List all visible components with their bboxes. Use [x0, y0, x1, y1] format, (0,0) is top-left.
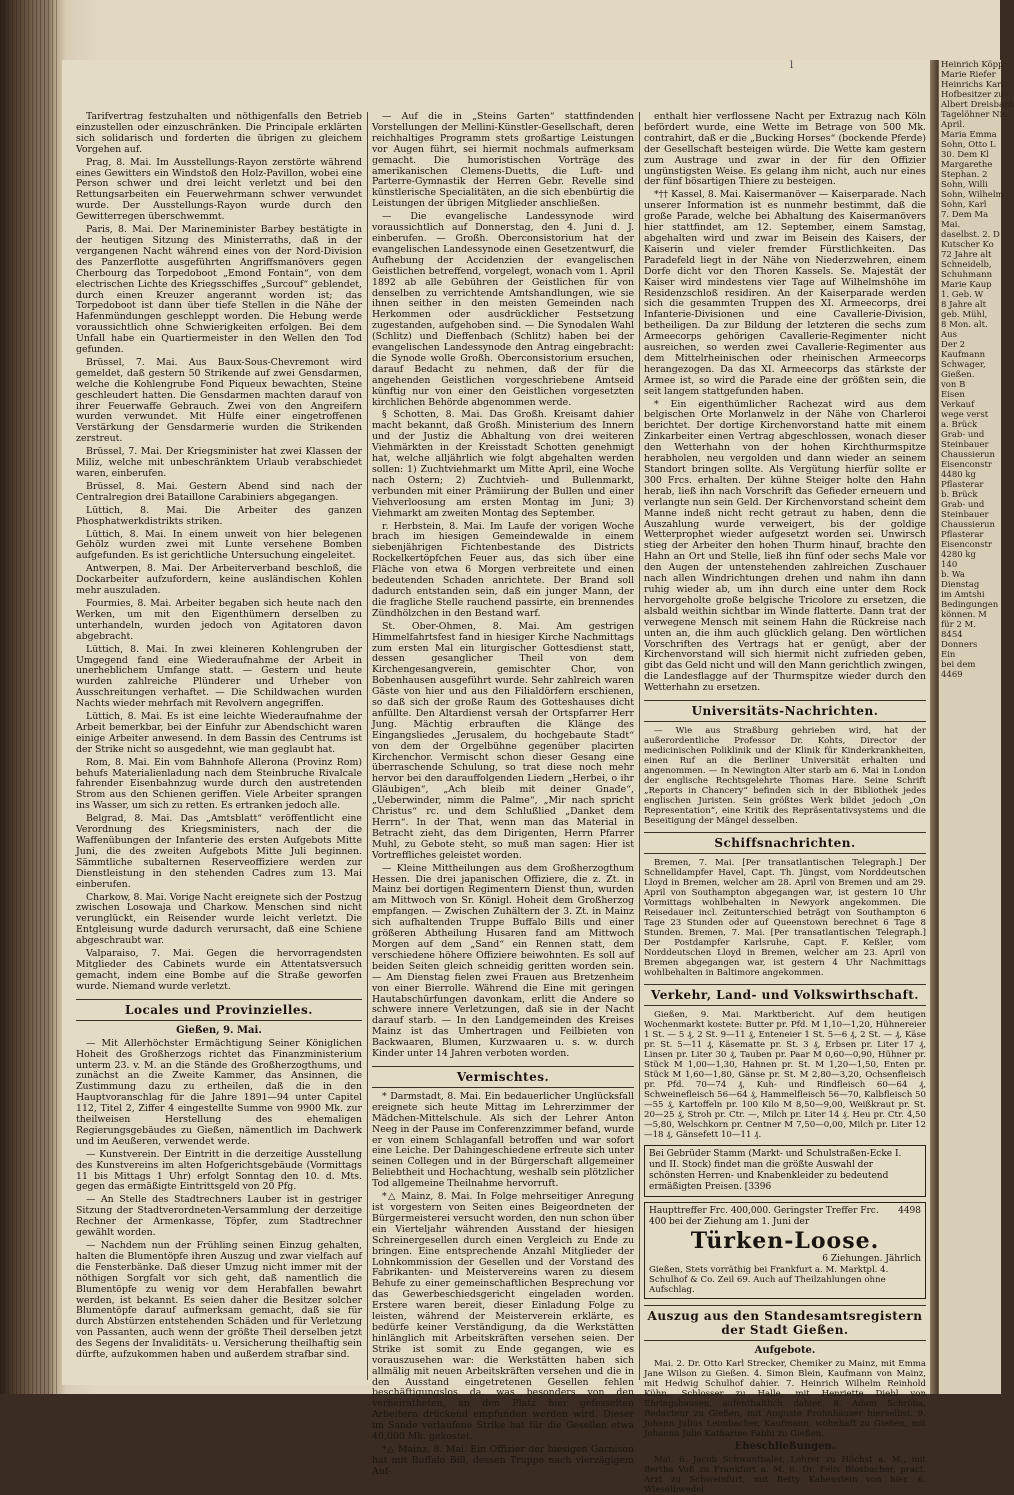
facing-page-line: Pflasterar — [941, 480, 984, 490]
facing-page-line: Heinrichs Karl — [941, 80, 1004, 90]
facing-page-line: 8 Mon. alt. — [941, 320, 988, 330]
facing-page-line: Aus — [941, 330, 957, 340]
news-item: Lüttich, 8. Mai. In zwei kleineren Kohlengruben der Umgegend fand eine Wiederaufnahme der Arbeit in unerheblichem Umfange statt. — Gestern und heute wurden zahlreiche Plünderer und Urheber von Ausschreitungen verhaftet. — Die Schildwachen wurden Nachts wieder mehrfach mit Revolvern angegriffen. — [76, 643, 362, 710]
section-title-standesamt: Auszug aus den Standesamtsregistern der Stadt Gießen. — [644, 1305, 926, 1341]
facing-page-line: Marie Riefer — [941, 70, 996, 80]
facing-page-line: a. Brück — [941, 420, 978, 430]
column-2 — [372, 111, 634, 1477]
misc-news-list — [372, 1092, 634, 1478]
facing-page-line: von B — [941, 380, 966, 390]
section-title-universitaet: Universitäts-Nachrichten. — [644, 700, 926, 722]
news-item: Fourmies, 8. Mai. Arbeiter begaben sich heute nach den Werken, um mit den Eigenthümern derselben zu unterhandeln, wurden jedoch von Agitatoren davon abgebracht. — [76, 597, 362, 642]
news-item: Prag, 8. Mai. Im Ausstellungs-Rayon zerstörte während eines Gewitters ein Windstoß den Holz-Pavillon, wobei eine Person schwer und drei leicht verletzt und bei den Rettungsarbeiten ein Feuerwehrmann schwer verwundet wurde. Der Ausstellungs-Rayon wurde durch den Gewitterregen überschwemmt. — [76, 156, 362, 223]
facing-page-line: Bedingungen — [941, 600, 999, 610]
facing-page-line: Der 2 — [941, 340, 966, 350]
news-item: enthalt hier verflossene Nacht per Extrazug nach Köln befördert wurde, eine Wette im Betrage von 500 Mk. contrahirt, daß er die „Bucking Horses“ (bockende Pferde) der Gesellschaft besteigen würde. Die Wette kam gestern zum Austrage und zwar in der für den Offizier ungünstigsten Weise. Es gelang ihm nicht, auch nur eines der fünf bösartigen Thiere zu besteigen. — [644, 111, 926, 188]
facing-page-line: 7. Dem Ma — [941, 210, 989, 220]
news-item: r. Herbstein, 8. Mai. Im Laufe der vorigen Woche brach im hiesigen Gemeindewalde in einem siebenjährigen Fichtenbestande des Districts Rockelkertöpfchen Feuer aus, das sich über eine Fläche von etwa 6 Morgen verbreitete und einen bedeutenden Schaden anrichtete. Der Brand soll dadurch entstanden sein, daß ein junger Mann, der die fragliche Stelle rauchend passirte, ein brennendes Zündhölzchen in den Bestand warf. — [372, 520, 634, 619]
facing-page-line: Heinrich Köpp — [941, 60, 1004, 70]
news-item: *†† Kassel, 8. Mai. Kaisermanöver — Kaiserparade. Nach unserer Information ist es nunmehr bestimmt, daß die große Parade, welche bei Abhaltung des Kaisermanövers hier stattfindet, am 12. September, einem Samstag, abgehalten wird und zwar im Beisein des Kaisers, der Kaiserin und vieler fremder Fürstlichkeiten. Das Paradefeld liegt in der Nähe von Niederzwehren, einem Dorfe dicht vor den Thoren Kassels. Se. Majestät der Kaiser wird mindestens vier Tage auf Wilhelmshöhe im Residenzschloß residiren. An der Kaiserparade werden sich die gesammten Truppen des XI. Armeecorps, drei Infanterie-Divisionen und eine Cavallerie-Division, betheiligen. Da zur Bildung der letzteren die sechs zum Armeecorps gehörigen Cavallerie-Regimenter nicht ausreichen, so werden zwei Cavallerie-Regimenter aus dem Mittelrheinischen oder rheinischen Armeecorps herangezogen. Da das XI. Armeecorps das stärkste der Armee ist, so wird die Parade eine der größten sein, die seit langem stattgefunden haben. — [644, 189, 926, 397]
section-title-markt: Verkehr, Land- und Volkswirthschaft. — [644, 984, 926, 1006]
facing-page-line: 72 Jahre alt — [941, 250, 992, 260]
local-news-item: — An Stelle des Stadtrechners Lauber ist in gestriger Sitzung der Stadtverordneten-Versammlung der derzeitige Rechner der Armenkasse, Töpfer, zum Stadtrechner gewählt worden. — [76, 1194, 362, 1239]
facing-page-line: Verkauf — [941, 400, 975, 410]
advertisement-tuerken-loose — [644, 1202, 926, 1299]
facing-page-line: Margarethe — [941, 160, 993, 170]
facing-page-line: Hofbesitzer zu — [941, 90, 1004, 100]
news-item: Charkow, 8. Mai. Vorige Nacht ereignete sich der Postzug zwischen Losowaja und Charkow. Menschen sind nicht verunglückt, ein Reisender wurde leicht verletzt. Die Entgleisung wurde dadurch verursacht, daß eine Schiene abgeschraubt war. — [76, 891, 362, 947]
facing-page-line: Grab- und — [941, 500, 985, 510]
page-mark: l — [790, 60, 794, 71]
news-item: § Schotten, 8. Mai. Das Großh. Kreisamt dahier macht bekannt, daß Großh. Ministerium des Innern und der Justiz die Abhaltung von drei weiteren Viehmärkten in der Kreisstadt Schotten genehmigt hat, welche alljährlich wie folgt abgehalten werden sollen: 1) Zuchtviehmarkt um Mitte April, eine Woche nach Ostern; 2) Zuchtvieh- und Bullenmarkt, verbunden mit einer Prämiirung der Bullen und einer Viehverloosung am ersten Montag im Juni; 3) Viehmarkt am zweiten Montag des September. — [372, 409, 634, 519]
ad-lottery-top: Haupttreffer Frc. 400,000. Geringster Treffer Frc. 400 bei der Ziehung am 1. Juni der — [649, 1206, 879, 1228]
news-item: St. Ober-Ohmen, 8. Mai. Am gestrigen Himmelfahrtsfest fand in hiesiger Kirche Nachmittags zum ersten Mal ein liturgischer Gottesdienst statt, dessen gesanglicher Theil von dem Kirchengesangverein, gemischter Chor, von Bobenhausen ausgeführt wurde. Sehr zahlreich waren Gäste von hier und aus den Filialdörfern erschienen, so daß sich der große Raum des Gotteshauses dicht anfüllte. Den Altardienst versah der Ortspfarrer Herr Jung. Mächtig erbrauften die Klänge des Eingangsliedes „Jerusalem, du hochgebaute Stadt“ von dem der Orgelbühne gegenüber placirten Kirchenchor. Vermischt schon dieser Gesang eine überraschende Schulung, so trat diese noch mehr hervor bei den darauffolgenden Liedern „Herbei, o ihr Gläubigen“, „Ach bleib mit deiner Gnade“, „Ueberwinder, nimm die Palme“, „Mir nach spricht Christus“ rc. und dem Schlußlied „Danket dem Herrn“. In der That, wenn man das Material in Betracht zieht, das dem Dirigenten, Herrn Pfarrer Muhl, zu Gebote steht, so muß man sagen: Hier ist Vortreffliches geleistet worden. — [372, 620, 634, 861]
news-item: Brüssel, 7. Mai. Der Kriegsminister hat zwei Klassen der Miliz, welche mit unbeschränktem Urlaub verabschiedet waren, einberufen. — [76, 446, 362, 479]
facing-page-line: Kaufmann — [941, 350, 986, 360]
news-item: — Kleine Mittheilungen aus dem Großherzogthum Hessen. Die drei japanischen Offiziere, die z. Zt. in Mainz bei dortigen Regimentern Dienst thun, wurden am Mittwoch von Sr. Königl. Hoheit dem Großherzog empfangen. — Zwischen Zuhältern der 3. Zt. in Mainz sich aufhaltenden Truppe Buffalo Bills und einer größeren Abtheilung Husaren fand am Mittwoch Morgen auf dem „Sand“ ein Rennen statt, dem verschiedene höhere Offiziere beiwohnten. Es soll auf beiden Seiten gleich schneidig geritten worden sein. — Am Dienstag fielen zwei Frauen aus Bretzenheim von einer Bierrolle. Während die Eine mit geringen Hautabschürfungen davonkam, erlitt die Andere so schwere innere Verletzungen, daß sie in der Nacht darauf starb. — In den Landgemeinden des Kreises Mainz ist das Umhertragen und Feilbieten von Backwaaren, Blumen, Kurzwaaren u. s. w. durch Kinder unter 14 Jahren verboten worden. — [372, 862, 634, 1060]
facing-page-line: Sohn, Wilhelm — [941, 190, 1004, 200]
section-title-schiffe: Schiffsnachrichten. — [644, 832, 926, 854]
facing-page-line: Ein — [941, 650, 956, 660]
facing-page-line: Maria Emma — [941, 130, 997, 140]
facing-page-line: April. — [941, 120, 965, 130]
facing-page-line: 8454 — [941, 630, 963, 640]
news-item: Rom, 8. Mai. Ein vom Bahnhofe Allerona (Provinz Rom) behufs Materialienladung nach dem Steinbruche Rivalcale fahrender Eisenbahnzug wurde durch den austretenden Strom aus den Schienen geriffen. Viele Arbeiter sprangen ins Wasser, um sich zu retten. Es ertranken jedoch alle. — [76, 756, 362, 812]
ad-stamm-text: Bei Gebrüder Stamm (Markt- und Schulstraßen-Ecke I. und II. Stock) findet man die größte Auswahl der schönsten Herren- und Knabenkleider zu bedeutend ermäßigten Preisen. [3396 — [649, 1149, 902, 1193]
news-list-col1 — [76, 112, 362, 993]
facing-page-line: Sohn, Willi — [941, 180, 988, 190]
market-report: Gießen, 9. Mai. Marktbericht. Auf dem heutigen Wochenmarkt kostete: Butter pr. Pfd. M 1,10—1,20, Hühnereier 1 St. — 5 ₰, 2 St. 9—11 ₰, Enteneier 1 St. 5—6 ₰, 2 St. — ₰, Käse pr. St. 5—11 ₰, Käsematte pr. St. 3 ₰, Erbsen pr. Liter 17 ₰, Linsen pr. Liter 30 ₰, Tauben pr. Paar M 0,60—0,90, Hühner pr. Stück M 1,00—1,30, Hahnen pr. St. M 1,20—1,50, Enten pr. Stück M 1,60—1,80, Gänse pr. St. M 2,80—3,20, Ochsenfleisch pr. Pfd. 70—74 ₰, Kuh- und Rindfleisch 60—64 ₰, Schweinefleisch 56—64 ₰, Hammelfleisch 56—70, Kalbfleisch 50—55 ₰, Kartoffeln pr. 100 Kilo M 8,50—9,00, Weißkraut pr. St. 20—25 ₰, Stroh pr. Ctr. —, Milch pr. Liter 14 ₰. Heu pr. Ctr. 4,50—5,80, Welschkorn pr. Centner M 7,50—0,00, Milch pr. Liter 12—18 ₰, Gänsefett 10—11 ₰. — [644, 1010, 926, 1141]
dateline-giessen: Gießen, 9. Mai. — [176, 1024, 262, 1036]
register-aufgebote-text: Mai. 2. Dr. Otto Karl Strecker, Chemiker zu Mainz, mit Emma Jane Wilson zu Gießen. 4. Simon Blein, Kaufmann von Mainz, mit Hedwig Schulhof dahier. 7. Heinrich Wilhelm Reinhold Kühn, Schlosser zu Halle, mit Henriette Diehl von Ehringshausen, aufenthaltlich dahier. 8. Adam Schröba, Redacteur zu Gießen, mit Auguste Frohnhäuser hierselbst. 9. Johann Julius Leimbacher, Kaufmann, wohnhaft zu Gießen, mit Johanna Julie Katharine Fabbi zu Gießen. — [644, 1359, 926, 1440]
column-rule — [639, 112, 640, 1380]
news-list-col2 — [372, 112, 634, 1060]
facing-page-line: Steinbauer — [941, 510, 989, 520]
facing-page-line: Pflasterar — [941, 530, 984, 540]
news-item: Antwerpen, 8. Mai. Der Arbeiterverband beschloß, die Dockarbeiter aufzufordern, keine ausländischen Kohlen mehr auszuladen. — [76, 563, 362, 597]
facing-page-line: Schuhmann — [941, 270, 993, 280]
facing-page-line: Mai. — [941, 220, 961, 230]
facing-page-line: 140 — [941, 560, 958, 570]
misc-news-item: * Darmstadt, 8. Mai. Ein bedauerlicher Unglücksfall ereignete sich heute Mittag im Lehrerzimmer der Mädchen-Mittelschule. Als sich der Lehrer Anton Neeg in der Pause im Conferenzzimmer befand, wurde er von einem Schlaganfall betroffen und war sofort eine Leiche. Der Dahingeschiedene erfreute sich unter seinen Collegen und in der Bürgerschaft allgemeiner Beliebtheit und Hochachtung, weshalb sein plötzlicher Tod allgemeine Theilnahme hervorruft. — [372, 1090, 634, 1190]
facing-page-line: Steinbauer — [941, 440, 989, 450]
register-aufgebote: Aufgebote. — [754, 1345, 816, 1357]
news-item: Valparaiso, 7. Mai. Gegen die hervorragendsten Mitglieder des Cabinets wurde ein Attentatsversuch gemacht, indem eine Bombe auf die Straße geworfen wurde. Niemand wurde verletzt. — [76, 948, 362, 992]
advertisement-stamm — [644, 1145, 926, 1197]
column-rule — [367, 112, 368, 1380]
facing-page-line: 30. Dem Kl — [941, 150, 989, 160]
news-item: Lüttich, 8. Mai. Die Arbeiter des ganzen Phosphatwerkdistrikts striken. — [76, 504, 362, 527]
news-list-col3 — [644, 112, 926, 694]
newspaper-page — [62, 60, 930, 1495]
facing-page-line: b. Wa — [941, 570, 965, 580]
facing-page-line: 4280 kg — [941, 550, 976, 560]
page-gutter — [930, 60, 938, 1394]
section-title-vermischtes: Vermischtes. — [372, 1066, 634, 1088]
facing-page-line: Sohn, Otto L — [941, 140, 996, 150]
news-item: Brüssel, 7. Mai. Aus Baux-Sous-Chevremont wird gemeldet, daß gestern 50 Strikende auf zwei Gensdarmen, welche die Kohlengrube Fond Piqueux bewachten, Steine geschleudert hatten. Die Gensdarmen machten darauf von ihrer Feuerwaffe Gebrauch. Zwei von den Angreifern wurden verwundet. Mit Hülfe einer eingetroffenen Verstärkung der Gensdarmerie wurden die Strikenden zerstreut. — [76, 356, 362, 445]
facing-page-line: Albert Dreisbach — [941, 100, 1014, 110]
news-item: Paris, 8. Mai. Der Marineminister Barbey bestätigte in der heutigen Sitzung des Ministerraths, daß in der vergangenen Nacht während eines von der Nord-Division des Panzerflotte ausgeführten Angriffsmanövers gegen Cherbourg das Torpedoboot „Emond Fontain“, von dem electrischen Lichte des Kriegsschiffes „Surcouf“ geblendet, durch einen Kreuzer angerannt worden ist; das Torpedoboot ist dann über tiefe Stellen in die Nähe der Hafenmündungen geschleppt worden. Die Hebung werde voraussichtlich ohne Schwierigkeiten erfolgen. Bei dem Unfall habe ein Quartiermeister in den Wellen den Tod gefunden. — [76, 224, 362, 356]
misc-news-item: *△ Mainz, 8. Mai. Ein Offizier der hiesigen Garnison hat mit Buffalo Bill, dessen Truppe nach vierzägigem Auf- — [372, 1443, 634, 1477]
facing-page-line: Eisenconstr — [941, 460, 992, 470]
news-item: Lüttich, 8. Mai. In einem unweit von hier belegenen Gehölz wurden zwei mit Lunte versehene Bomben aufgefunden. Es ist gerichtliche Untersuchung eingeleitet. — [76, 528, 362, 562]
facing-page-line: bei dem — [941, 660, 976, 670]
facing-page-line: Gießen. — [941, 370, 975, 380]
news-item: — Die evangelische Landessynode wird voraussichtlich auf Donnerstag, den 4. Juni d. J. einberufen. — Großh. Oberconsistorium hat der evangelischen Landessynode einen Gesetzentwurf, die Aufhebung der Accidenzien der evangelischen Geistlichen betreffend, vorgelegt, wonach vom 1. April 1892 ab alle Gebühren der Geistlichen für von denselben zu verrichtende Amtshandlungen, wie sie ihnen seither in den meisten Gemeinden nach Herkommen oder ausdrücklicher Festsetzung zugestanden, aufgehoben sind. — Die Synodalen Wahl (Schlitz) und Dieffenbach (Schlitz) haben bei der evangelischen Landessynode den Antrag eingebracht: die Synode wolle Großh. Oberconsistorium ersuchen, darauf Bedacht zu nehmen, daß der für die angehenden Geistlichen vorgeschriebene Amtseid künftig nur von einer den Geistlichen vorgesetzten kirchlichen Behörde abgenommen werde. — [372, 211, 634, 408]
facing-page-line: Schwager, — [941, 360, 986, 370]
facing-page-line: Dienstag — [941, 580, 980, 590]
facing-page-line: 4480 kg — [941, 470, 976, 480]
column-1 — [76, 112, 362, 1380]
facing-page-line: Tagelöhner Nie — [941, 110, 1008, 120]
local-news-list — [76, 1039, 362, 1361]
news-item: Brüssel, 8. Mai. Gestern Abend sind nach der Centralregion drei Bataillone Carabiniers abgegangen. — [76, 480, 362, 503]
facing-page-line: Eisen — [941, 390, 965, 400]
facing-page-line: geb. Mühl, — [941, 310, 988, 320]
news-item: — Auf die in „Steins Garten“ stattfindenden Vorstellungen der Mellini-Künstler-Gesellschaft, deren reichhaltiges Programm stets großartige Leistungen vor Augen führt, sei hiermit nochmals aufmerksam gemacht. Die humoristischen Vorträge des amerikanischen Clemens-Duetts, die Luft- und Parterre-Gymnastik der Herren Gebr. Revelle sind künstlerische Specialitäten, an die sich ebenbürtig die Leistungen der übrigen Mitglieder anschließen. — [372, 111, 634, 210]
news-item: Lüttich, 8. Mai. Es ist eine leichte Wiederaufnahme der Arbeit bemerkbar, bei der Einfuhr zur Abendschicht waren einige Arbeiter anwesend. In dem Bassin des Centrums ist der Strike nicht so ausgedehnt, wie man geglaubt hat. — [76, 711, 362, 755]
facing-page-line: für 2 M. — [941, 620, 976, 630]
facing-page-line: Grab- und — [941, 430, 985, 440]
facing-page-line: wege verst — [941, 410, 989, 420]
facing-page-line: Sohn, Karl — [941, 200, 987, 210]
book-binding — [0, 0, 60, 1394]
facing-page-line: Stephan. 2 — [941, 170, 988, 180]
facing-page-line: 1. Geb. W — [941, 290, 984, 300]
local-news-item: — Mit Allerhöchster Ermächtigung Seiner Königlichen Hoheit des Großherzogs richtet das Finanzministerium unterm 23. v. M. an die Stände des Großherzogthums, und zunächst an die Zweite Kammer, das Ansinnen, die Zustimmung dazu zu ertheilen, daß die in den Hauptvoranschlag für die Jahre 1891—94 unter Capitel 112, Titel 2, Ziffer 4 eingestellte Summe von 9900 Mk. zur theilweisen Herstellung des ehemaligen Regierungsgebäudes zu Gießen, nämentlich im Dachwerk und im Aeußeren, verwendet werde. — [76, 1037, 362, 1147]
local-news-item: — Nachdem nun der Frühling seinen Einzug gehalten, halten die Blumentöpfe ihren Auszug und zwar vielfach auf die Fensterbänke. Daß dieser Umzug nicht immer mit der nöthigen Sorgfalt vor sich geht, daß namentlich die Blumentöpfe zu wenig vor dem Herabfallen bewahrt werden, ist bekannt. Es seien daher die Besitzer solcher Blumentöpfe darauf aufmerksam gemacht, daß sie für durch Abstürzen entstehenden Schäden und für Verletzung von Passanten, auch wenn der größte Theil derselben jetzt des Segens der Invaliditäts- u. Versicherung theilhaftig sein dürfte, aufzukommen haben und außerdem strafbar sind. — [76, 1240, 362, 1361]
facing-page-line: können. M — [941, 610, 987, 620]
facing-page-line: Chaussierun — [941, 450, 996, 460]
ad-lottery-headline: Türken-Loose. — [690, 1228, 880, 1255]
facing-page-line: 8 Jahre alt — [941, 300, 987, 310]
facing-page-line: Marie Kaup — [941, 280, 992, 290]
ad-lottery-sub: 6 Ziehungen. Jährlich — [822, 1254, 921, 1265]
news-item: Tarifvertrag festzuhalten und nöthigenfalls den Betrieb einzustellen oder einzuschränken. Die Principale erklärten sich solidarisch und forderten die übrigen zu gleichem Vorgehen auf. — [76, 111, 362, 155]
section-title-locales: Locales und Provinzielles. — [76, 999, 362, 1021]
local-news-item: — Kunstverein. Der Eintritt in die derzeitige Ausstellung des Kunstvereins im alten Hofgerichtsgebäude (Vormittags 11 bis Mittags 1 Uhr) erfolgt Sonntag den 10. d. Mts. gegen das ermäßigte Eintrittsgeld von 20 Pfg. — [76, 1148, 362, 1193]
facing-page-line: b. Brück — [941, 490, 978, 500]
university-news: — Wie aus Straßburg gehrieben wird, hat der außerordentliche Professor Dr. Kohts, Director der medicinischen Poliklinik und der Klinik für Kinderkrankheiten, einen Ruf an die Berliner Universität erhalten und angenommen. — In Newington Alter starb am 6. Mai in London der englische Rechtsgelehrte Thomas Hare. Seine Schrift „Reports in Chancery“ befinden sich in der Bibliothek jedes englischen Juristen. Sein größtes Werk bildet jedoch „On Representation“, eine Kritik des Repräsentativsystems und die Beseitigung der Mängel desselben. — [644, 726, 926, 827]
news-item: Belgrad, 8. Mai. Das „Amtsblatt“ veröffentlicht eine Verordnung des Kriegsministers, nach der die Waffenübungen der Infanterie des ersten Aufgebots Mitte Juni, die des zweiten Aufgebots Mitte Juli beginnen. Sämmtliche subalternen Reserveoffiziere werden zur Dienstleistung in den stehenden Cadres zum 13. Mai einberufen. — [76, 813, 362, 890]
facing-page-line: daselbst. 2. D — [941, 230, 1000, 240]
ad-lottery-bottom: Gießen, Stets vorräthig bei Frankfurt a. M. Marktpl. 4. Schulhof & Co. Zeil 69. Auch auf Theilzahlungen ohne Aufschlag. — [649, 1265, 889, 1296]
facing-page-line: Eisenconstr — [941, 540, 992, 550]
facing-page-line: Kutscher Ko — [941, 240, 994, 250]
facing-page-line: Donners — [941, 640, 978, 650]
register-eheschliessungen: Eheschließungen. — [734, 1441, 836, 1453]
news-item: * Ein eigenthümlicher Rachezat wird aus dem belgischen Orte Morlanwelz in der Nähe von Charleroi berichtet. Der dortige Kirchenvorstand hatte mit einem Zinkarbeiter einen Vertrag abgeschlossen, wonach dieser den Wetterhahn von der hohen Kirchthurmspitze herabholen, neu vergolden und dann wieder an seinem Standort bringen sollte. Als Vergütung hierfür sollte er 300 Frcs. erhalten. Der kühne Steiger holte den Hahn herab, ließ ihn nach Vorschrift das Gefieder erneuern und verlangte nun sein Geld. Der Kirchenvorstand scheint dem Manne indeß nicht recht getraut zu haben, denn die Auszahlung wurde verweigert, bis der goldige Wetterprophet wieder aufgesetzt worden sei. Unwirsch stieg der Arbeiter den hohen Thurm hinauf, brachte den Hahn an Ort und Stelle, ließ ihn fünf oder sechs Male vor den Augen der untenstehenden zahlreichen Zuschauer nach allen Windrichtungen drehen und nahm ihn dann ruhig wieder ab, um ihn durch eine unter dem Rock hervorgeholte große belgische Tricolore zu ersetzen, die alsbald weithin sichtbar im Winde flatterte. Dann trat der verwegene Mensch mit seinem Hahn die Rückreise nach unten an, die ihm auch glücklich gelang. Den wörtlichen Vorschriften des Vertrags hat er genügt, aber der Kirchenvorstand will sich hiermit nicht zufrieden geben, gibt das Geld nicht und will den Mann gerichtlich zwingen, die Landesflagge auf der Thurmspitze wieder durch den Wetterhahn zu ersetzen. — [644, 398, 927, 694]
column-3 — [644, 111, 927, 1495]
facing-page-fragment — [938, 60, 1014, 1394]
register-eheschliessungen-text: Mai. 6. Jacob Schwantbaler, Lehrer zu Höchst a. M., mit Bertha Voß zu Frankfurt a. M. 6. Dr. Felix Blosbacher, pract. Arzt zu Schweinfurt, mit Betty Kahenstein von hier. 6. Wieselbwedel — [644, 1455, 926, 1495]
facing-page-line: Schneidelb, — [941, 260, 992, 270]
misc-news-item: *△ Mainz, 8. Mai. In Folge mehrseitiger Anregung ist vorgestern von Seiten eines Beigeordneten der Bürgermeisterei versucht worden, den nun schon über ein Vierteljahr währenden Ausstand der hiesigen Schreinergesellen durch einen Vergleich zu Ende zu bringen. Eine entsprechende Anzahl Mitglieder der Lohnkommission der Gesellen und der Vorstand des Fabrikanten- und Meistervereins waren zu diesem Behufe zu einer gemeinschaftlichen Besprechung vor das Gewerbeschiedsgericht eingeladen worden. Erstere waren bereit, dieser Einladung Folge zu leisten, während der Meisterverein erklärte, es bedürfe keiner Verständigung, da die Werkstätten hinlänglich mit Arbeitskräften versehen seien. Der Strike ist somit zu Ende gegangen, wie es vorauszusehen war: die Werkstätten haben sich allmälig mit neuen Arbeitskräften versehen und die in den Ausstand eingetretenen Gesellen fehlen beschäftigungslos da, was besonders von den verheiratheten, an den Platz hier gefesselten Arbeitern drückend empfunden werden wird. Dieser im Sande verlaufene Strike hat für die Gesellen etwa 40,000 Mk. gekostet. — [372, 1191, 634, 1443]
facing-page-line: 4469 — [941, 670, 963, 680]
facing-page-line: im Amtshi — [941, 590, 985, 600]
facing-page-line: Chaussierun — [941, 520, 996, 530]
ship-news: Bremen, 7. Mai. [Per transatlantischen Telegraph.] Der Schnelldampfer Havel, Capt. Th. Jüngst, vom Norddeutschen Lloyd in Bremen, welcher am 28. April von Bremen und am 29. April von Southampton abgegangen war, ist gestern 10 Uhr Vormittags wohlbehalten in Newyork angekommen. Die Reisedauer incl. Zeitunterschied beträgt von Southampton 6 Tage 23 Stunden oder auf Queenstown berechnet 6 Tage 8 Stunden. Bremen, 7. Mai. [Per transatlantischen Telegraph.] Der Postdampfer Karlsruhe, Capt. F. Keßler, vom Norddeutschen Lloyd in Bremen, welcher am 23. April von Bremen abgegangen war, ist gestern 4 Uhr Nachmittags wohlbehalten in Baltimore angekommen. — [644, 858, 926, 979]
ad-lottery-number: 4498 — [898, 1206, 921, 1217]
